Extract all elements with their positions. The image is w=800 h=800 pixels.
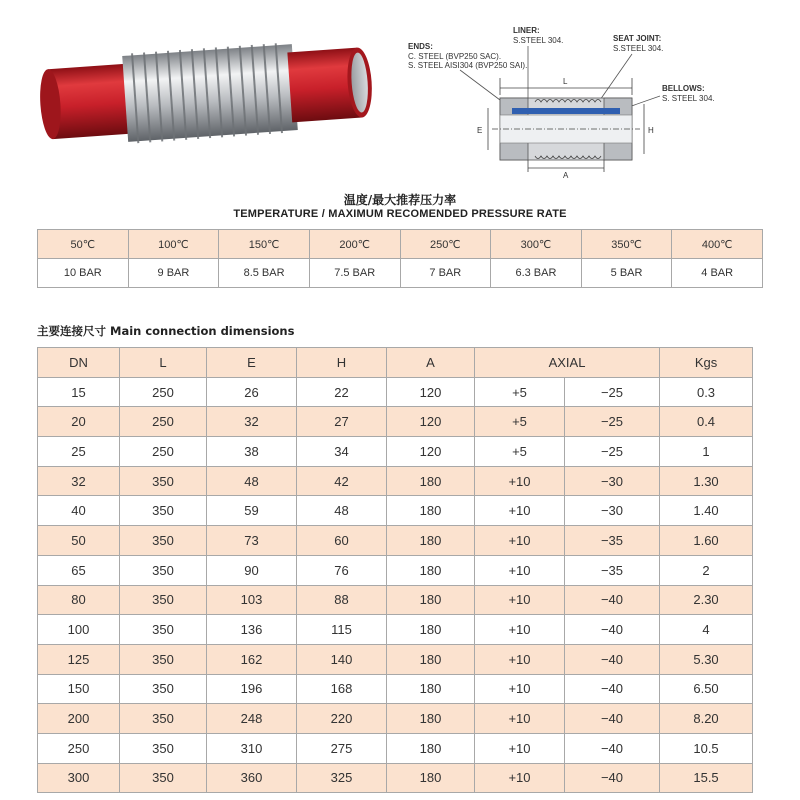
cell-axial-comp: −35 [565, 526, 660, 556]
cell-e: 90 [207, 555, 297, 585]
pressure-cell: 5 BAR [581, 259, 672, 288]
cell-axial-comp: −30 [565, 496, 660, 526]
cell-axial-ext: +10 [475, 466, 565, 496]
table-row [38, 585, 753, 615]
cell-axial-ext: +5 [475, 407, 565, 437]
table-row [38, 466, 753, 496]
cell-axial-comp: −25 [565, 407, 660, 437]
cell-kgs: 1.60 [660, 526, 753, 556]
cell-kgs: 5.30 [660, 644, 753, 674]
cell-axial-ext: +10 [475, 763, 565, 793]
cell-h: 325 [297, 763, 387, 793]
cell-h: 76 [297, 555, 387, 585]
cell-h: 34 [297, 437, 387, 467]
cell-dn: 100 [38, 615, 120, 645]
temperature-title-cn: 温度/最大推荐压力率 [343, 193, 457, 207]
cell-l: 350 [120, 763, 207, 793]
cell-h: 22 [297, 377, 387, 407]
table-row [38, 704, 753, 734]
cell-h: 115 [297, 615, 387, 645]
dim-a-label: A [563, 171, 569, 180]
cell-axial-ext: +10 [475, 555, 565, 585]
cell-axial-ext: +10 [475, 733, 565, 763]
cell-a: 120 [387, 437, 475, 467]
header-dn: DN [38, 348, 120, 378]
cell-e: 196 [207, 674, 297, 704]
table-row [38, 407, 753, 437]
cell-kgs: 1.30 [660, 466, 753, 496]
pressure-row [38, 259, 763, 288]
cell-dn: 25 [38, 437, 120, 467]
cell-h: 27 [297, 407, 387, 437]
temperature-pressure-table [37, 229, 763, 288]
cell-a: 180 [387, 526, 475, 556]
cell-l: 350 [120, 466, 207, 496]
cell-a: 180 [387, 585, 475, 615]
cell-e: 48 [207, 466, 297, 496]
cell-a: 180 [387, 555, 475, 585]
cell-l: 250 [120, 437, 207, 467]
cell-l: 350 [120, 496, 207, 526]
cell-a: 180 [387, 733, 475, 763]
pressure-cell: 8.5 BAR [219, 259, 310, 288]
cell-kgs: 2.30 [660, 585, 753, 615]
cell-l: 250 [120, 377, 207, 407]
cell-axial-comp: −40 [565, 585, 660, 615]
cell-axial-comp: −35 [565, 555, 660, 585]
cell-kgs: 0.3 [660, 377, 753, 407]
cell-h: 60 [297, 526, 387, 556]
table-row [38, 615, 753, 645]
cell-h: 220 [297, 704, 387, 734]
cell-e: 38 [207, 437, 297, 467]
connection-dimensions-table [37, 347, 753, 793]
table-row [38, 555, 753, 585]
cell-axial-comp: −40 [565, 733, 660, 763]
ends-title: ENDS: [408, 42, 433, 51]
cell-dn: 40 [38, 496, 120, 526]
cell-e: 73 [207, 526, 297, 556]
cell-dn: 15 [38, 377, 120, 407]
table-row [38, 644, 753, 674]
table-row [38, 733, 753, 763]
cell-a: 180 [387, 496, 475, 526]
cell-axial-ext: +5 [475, 437, 565, 467]
liner-text: S.STEEL 304. [513, 36, 564, 45]
dim-h-label: H [648, 126, 654, 135]
header-h: H [297, 348, 387, 378]
cell-h: 48 [297, 496, 387, 526]
seat-joint-title: SEAT JOINT: [613, 34, 662, 43]
cell-l: 350 [120, 704, 207, 734]
cell-kgs: 1.40 [660, 496, 753, 526]
pressure-cell: 10 BAR [38, 259, 129, 288]
temperature-cell: 50℃ [38, 230, 129, 259]
cell-axial-ext: +10 [475, 615, 565, 645]
header-e: E [207, 348, 297, 378]
cell-dn: 80 [38, 585, 120, 615]
temperature-cell: 200℃ [309, 230, 400, 259]
cell-kgs: 10.5 [660, 733, 753, 763]
pressure-cell: 9 BAR [128, 259, 219, 288]
table-header-row [38, 348, 753, 378]
cell-a: 120 [387, 377, 475, 407]
table-row [38, 377, 753, 407]
table-row [38, 496, 753, 526]
cell-axial-comp: −30 [565, 466, 660, 496]
cell-axial-ext: +5 [475, 377, 565, 407]
cell-dn: 300 [38, 763, 120, 793]
cell-l: 350 [120, 644, 207, 674]
cell-axial-comp: −40 [565, 674, 660, 704]
cell-axial-comp: −40 [565, 704, 660, 734]
bellows-text: S. STEEL 304. [662, 94, 715, 103]
pressure-cell: 6.3 BAR [491, 259, 582, 288]
cell-axial-comp: −40 [565, 644, 660, 674]
header-a: A [387, 348, 475, 378]
cell-axial-ext: +10 [475, 496, 565, 526]
liner-title: LINER: [513, 26, 540, 35]
dim-l-label: L [563, 77, 568, 86]
cell-a: 180 [387, 615, 475, 645]
cell-a: 180 [387, 763, 475, 793]
temperature-cell: 150℃ [219, 230, 310, 259]
cell-kgs: 8.20 [660, 704, 753, 734]
header-axial: AXIAL [475, 348, 660, 378]
cell-dn: 20 [38, 407, 120, 437]
cell-e: 162 [207, 644, 297, 674]
table-row [38, 437, 753, 467]
header-l: L [120, 348, 207, 378]
cell-e: 103 [207, 585, 297, 615]
cell-h: 275 [297, 733, 387, 763]
cell-dn: 65 [38, 555, 120, 585]
cell-a: 120 [387, 407, 475, 437]
expansion-joint-photo [40, 28, 380, 158]
pressure-cell: 7 BAR [400, 259, 491, 288]
table-row [38, 763, 753, 793]
temperature-row [38, 230, 763, 259]
cell-axial-ext: +10 [475, 526, 565, 556]
cell-dn: 125 [38, 644, 120, 674]
temperature-cell: 250℃ [400, 230, 491, 259]
cell-axial-comp: −25 [565, 437, 660, 467]
cell-dn: 150 [38, 674, 120, 704]
cell-kgs: 2 [660, 555, 753, 585]
cell-e: 59 [207, 496, 297, 526]
cell-dn: 200 [38, 704, 120, 734]
cell-dn: 250 [38, 733, 120, 763]
cell-axial-ext: +10 [475, 585, 565, 615]
cell-kgs: 1 [660, 437, 753, 467]
temperature-cell: 300℃ [491, 230, 582, 259]
cell-e: 248 [207, 704, 297, 734]
cell-h: 42 [297, 466, 387, 496]
bellows-title: BELLOWS: [662, 84, 705, 93]
seat-joint-text: S.STEEL 304. [613, 44, 664, 53]
header-kgs: Kgs [660, 348, 753, 378]
cell-axial-comp: −25 [565, 377, 660, 407]
temperature-cell: 350℃ [581, 230, 672, 259]
table-row [38, 526, 753, 556]
cell-axial-comp: −40 [565, 615, 660, 645]
cell-a: 180 [387, 466, 475, 496]
cell-axial-ext: +10 [475, 704, 565, 734]
cell-e: 310 [207, 733, 297, 763]
temperature-cell: 400℃ [672, 230, 763, 259]
cell-h: 88 [297, 585, 387, 615]
cell-kgs: 0.4 [660, 407, 753, 437]
cell-kgs: 6.50 [660, 674, 753, 704]
cell-dn: 50 [38, 526, 120, 556]
cell-e: 136 [207, 615, 297, 645]
cell-a: 180 [387, 704, 475, 734]
temperature-cell: 100℃ [128, 230, 219, 259]
cell-l: 250 [120, 407, 207, 437]
cell-l: 350 [120, 733, 207, 763]
cell-kgs: 4 [660, 615, 753, 645]
cell-a: 180 [387, 644, 475, 674]
cell-axial-ext: +10 [475, 644, 565, 674]
cell-h: 140 [297, 644, 387, 674]
cell-l: 350 [120, 526, 207, 556]
dim-e-label: E [477, 126, 483, 135]
cell-e: 360 [207, 763, 297, 793]
pressure-cell: 4 BAR [672, 259, 763, 288]
cell-kgs: 15.5 [660, 763, 753, 793]
cell-l: 350 [120, 615, 207, 645]
cell-l: 350 [120, 555, 207, 585]
cell-l: 350 [120, 585, 207, 615]
cross-section-diagram [400, 20, 790, 180]
cell-dn: 32 [38, 466, 120, 496]
ends-text-1: C. STEEL (BVP250 SAC). [408, 52, 502, 61]
cell-axial-comp: −40 [565, 763, 660, 793]
cell-l: 350 [120, 674, 207, 704]
cell-a: 180 [387, 674, 475, 704]
ends-text-2: S. STEEL AISI304 (BVP250 SAI). [408, 61, 528, 70]
table-row [38, 674, 753, 704]
cell-e: 32 [207, 407, 297, 437]
connection-dimensions-title: 主要连接尺寸 Main connection dimensions [37, 324, 295, 338]
temperature-title-en: TEMPERATURE / MAXIMUM RECOMENDED PRESSURE RATE [233, 208, 567, 220]
cell-axial-ext: +10 [475, 674, 565, 704]
pressure-cell: 7.5 BAR [309, 259, 400, 288]
cell-e: 26 [207, 377, 297, 407]
cell-h: 168 [297, 674, 387, 704]
